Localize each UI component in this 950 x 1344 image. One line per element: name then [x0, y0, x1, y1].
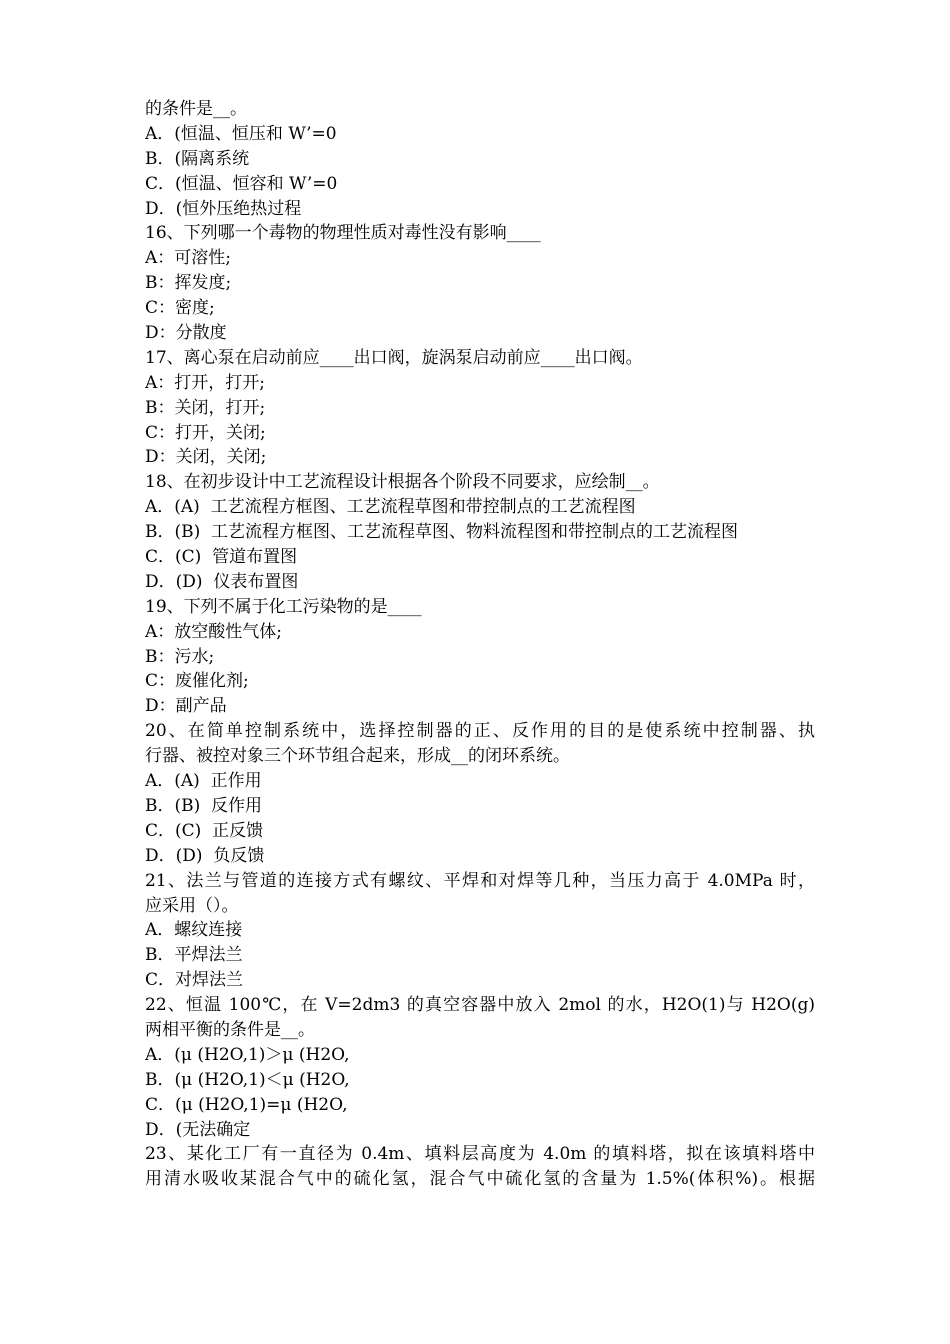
question-line: 22、恒温 100℃，在 V=2dm3 的真空容器中放入 2mol 的水，H2O(1)与 H2O(g): [145, 995, 815, 1016]
option-line: A．(A) 正作用: [145, 771, 262, 792]
option-line: B：关闭，打开;: [145, 397, 266, 418]
option-line: A．螺纹连接: [145, 920, 243, 941]
option-line: D．(恒外压绝热过程: [145, 198, 302, 219]
text-line: 两相平衡的条件是__。: [145, 1019, 315, 1040]
option-line: C．(恒温、恒容和 W’=0: [145, 173, 338, 194]
option-line: D：关闭，关闭;: [145, 447, 267, 468]
option-line: D．(D) 负反馈: [145, 845, 265, 866]
option-line: D：副产品: [145, 696, 227, 717]
option-line: B．平焊法兰: [145, 945, 243, 966]
option-line: A：放空酸性气体;: [145, 621, 283, 642]
option-line: A．(μ (H2O,1)＞μ (H2O,: [145, 1044, 350, 1065]
text-line: 的条件是__。: [145, 99, 247, 119]
option-line: C．(C) 正反馈: [145, 820, 264, 841]
option-line: D．(无法确定: [145, 1119, 251, 1140]
option-line: B：挥发度;: [145, 273, 232, 294]
option-line: A：可溶性;: [145, 248, 232, 269]
option-line: C：废催化剂;: [145, 671, 249, 692]
option-line: D．(D) 仪表布置图: [145, 571, 299, 592]
text-line: 用清水吸收某混合气中的硫化氢，混合气中硫化氢的含量为 1.5%(体积%)。根据: [145, 1169, 815, 1190]
option-line: C：打开，关闭;: [145, 422, 266, 443]
option-line: D：分散度: [145, 323, 227, 344]
option-line: C．(μ (H2O,1)=μ (H2O,: [145, 1094, 348, 1115]
question-line: 18、在初步设计中工艺流程设计根据各个阶段不同要求，应绘制__。: [145, 472, 660, 493]
option-line: C：密度;: [145, 298, 215, 319]
question-line: 21、法兰与管道的连接方式有螺纹、平焊和对焊等几种，当压力高于 4.0MPa 时，: [145, 870, 815, 891]
option-line: A：打开，打开;: [145, 372, 266, 393]
question-line: 23、某化工厂有一直径为 0.4m、填料层高度为 4.0m 的填料塔，拟在该填料塔中: [145, 1144, 815, 1165]
option-line: B．(B) 反作用: [145, 795, 263, 816]
option-line: C．对焊法兰: [145, 970, 244, 991]
text-line: 行器、被控对象三个环节组合起来，形成__的闭环系统。: [145, 746, 570, 767]
option-line: B．(隔离系统: [145, 148, 250, 169]
document-page: [145, 97, 815, 1192]
text-line: 应采用（）。: [145, 895, 239, 916]
question-line: 19、下列不属于化工污染物的是____: [145, 596, 422, 617]
option-line: B．(μ (H2O,1)＜μ (H2O,: [145, 1069, 350, 1090]
option-line: B：污水;: [145, 646, 215, 667]
question-line: 16、下列哪一个毒物的物理性质对毒性没有影响____: [145, 223, 541, 244]
option-line: A．(A) 工艺流程方框图、工艺流程草图和带控制点的工艺流程图: [145, 497, 636, 518]
option-line: A．(恒温、恒压和 W’=0: [145, 123, 337, 144]
option-line: C．(C) 管道布置图: [145, 547, 298, 568]
option-line: B．(B) 工艺流程方框图、工艺流程草图、物料流程图和带控制点的工艺流程图: [145, 522, 739, 543]
question-line: 17、离心泵在启动前应____出口阀，旋涡泵启动前应____出口阀。: [145, 347, 643, 368]
question-line: 20、在简单控制系统中，选择控制器的正、反作用的目的是使系统中控制器、执: [145, 721, 815, 742]
